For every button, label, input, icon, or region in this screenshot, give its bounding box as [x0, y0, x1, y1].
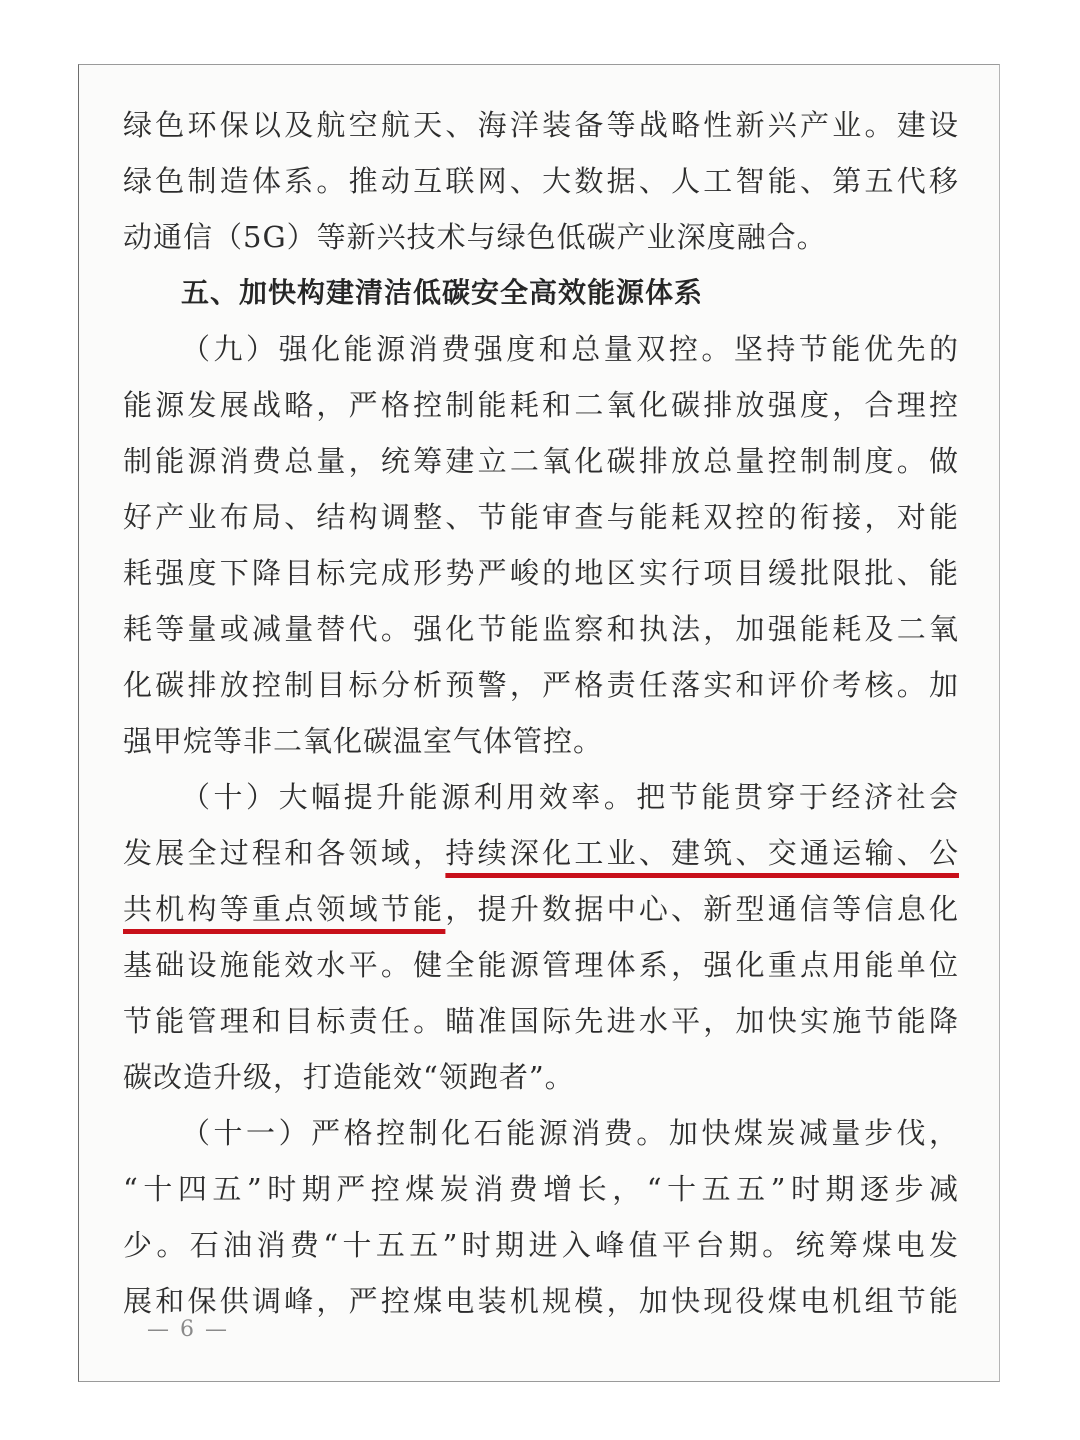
text-line: 碳改造升级，打造能效“领跑者”。	[123, 1060, 575, 1094]
text-line: 绿色制造体系。推动互联网、大数据、人工智能、第五代移	[123, 164, 959, 198]
highlighted-text: 共机构等重点领域节能	[123, 892, 446, 926]
text-line: 绿色环保以及航空航天、海洋装备等战略性新兴产业。建设	[123, 108, 959, 142]
text-line: 展和保供调峰，严控煤电装机规模，加快现役煤电机组节能	[123, 1284, 959, 1318]
text-line: 耗等量或减量替代。强化节能监察和执法，加强能耗及二氧	[123, 612, 959, 646]
paragraph-heading-10: （十）大幅提升能源利用效率。把节能贯穿于经济社会	[181, 780, 959, 814]
text-line: 化碳排放控制目标分析预警，严格责任落实和评价考核。加	[123, 668, 959, 702]
body-text	[123, 97, 959, 1329]
text-line: 好产业布局、结构调整、节能审查与能耗双控的衔接，对能	[123, 500, 959, 534]
paragraph-heading-9: （九）强化能源消费强度和总量双控。坚持节能优先的	[181, 332, 959, 366]
text-line	[123, 825, 959, 881]
text-line: 基础设施能效水平。健全能源管理体系，强化重点用能单位	[123, 948, 959, 982]
line-text: 发展全过程和各领域，	[123, 836, 446, 870]
text-line: 耗强度下降目标完成形势严峻的地区实行项目缓批限批、能	[123, 556, 959, 590]
document-page	[78, 64, 1000, 1382]
text-line: “十四五”时期严控煤炭消费增长，“十五五”时期逐步减	[123, 1172, 959, 1206]
highlighted-text: 持续深化工业、建筑、交通运输、公	[445, 836, 959, 870]
text-line: 少。石油消费“十五五”时期进入峰值平台期。统筹煤电发	[123, 1228, 959, 1262]
text-line: 强甲烷等非二氧化碳温室气体管控。	[123, 724, 604, 758]
text-line	[123, 881, 959, 937]
text-line: 动通信（5G）等新兴技术与绿色低碳产业深度融合。	[123, 220, 827, 254]
line-text: ，提升数据中心、新型通信等信息化	[445, 892, 959, 926]
text-line: 制能源消费总量，统筹建立二氧化碳排放总量控制制度。做	[123, 444, 959, 478]
text-line: 能源发展战略，严格控制能耗和二氧化碳排放强度，合理控	[123, 388, 959, 422]
text-line: 节能管理和目标责任。瞄准国际先进水平，加快实施节能降	[123, 1004, 959, 1038]
page-number: — 6 —	[147, 1317, 229, 1342]
paragraph-heading-11: （十一）严格控制化石能源消费。加快煤炭减量步伐，	[181, 1116, 959, 1150]
section-heading: 五、加快构建清洁低碳安全高效能源体系	[181, 276, 704, 309]
